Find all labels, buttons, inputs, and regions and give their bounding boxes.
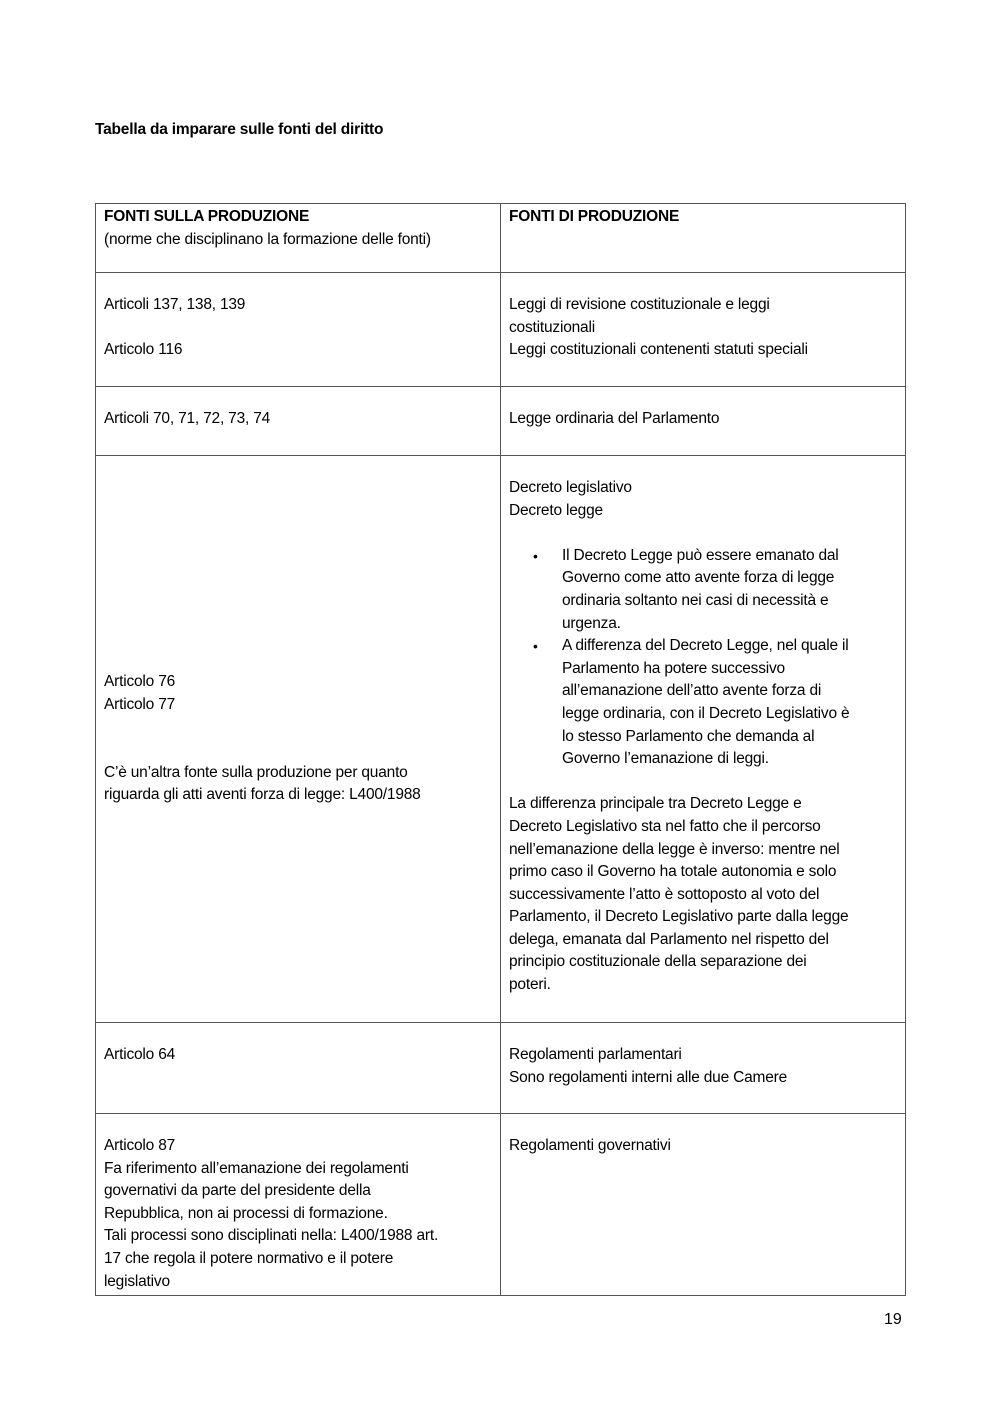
cell-text: legge ordinaria, con il Decreto Legislativo è [562, 704, 850, 722]
row-cell-left [96, 1023, 501, 1114]
cell-text: Decreto legge [509, 501, 603, 519]
sources-table [95, 203, 906, 1296]
cell-text: Governo l’emanazione di leggi. [562, 750, 769, 768]
row-cell-left [96, 1114, 501, 1296]
page-number: 19 [884, 1311, 902, 1328]
cell-text: Decreto legislativo [509, 479, 632, 496]
table-row [96, 273, 906, 387]
cell-text: Articoli 137, 138, 139 [104, 296, 246, 313]
cell-text: C’è un’altra fonte sulla produzione per quanto [104, 763, 408, 781]
cell-text: Parlamento, il Decreto Legislativo parte dalla legge [509, 908, 849, 926]
cell-text: Legge ordinaria del Parlamento [509, 410, 720, 427]
cell-text: Governo come atto avente forza di legge [562, 569, 835, 587]
header-right-title: FONTI DI PRODUZIONE [509, 208, 680, 225]
table-header-row [96, 204, 906, 273]
cell-text: Il Decreto Legge può essere emanato dal [562, 546, 839, 564]
cell-text: delega, emanata dal Parlamento nel rispetto del [509, 930, 829, 948]
cell-text: A differenza del Decreto Legge, nel quale il [562, 637, 849, 655]
cell-text: Parlamento ha potere successivo [562, 659, 785, 677]
cell-text: principio costituzionale della separazione dei [509, 953, 807, 971]
cell-text: poteri. [509, 976, 551, 994]
cell-text: Sono regolamenti interni alle due Camere [509, 1068, 788, 1086]
row-cell-right [501, 456, 906, 1023]
table-row [96, 387, 906, 456]
row-cell-left [96, 456, 501, 1023]
cell-text: Articoli 70, 71, 72, 73, 74 [104, 410, 271, 427]
cell-text: successivamente l’atto è sottoposto al voto del [509, 885, 820, 903]
cell-text: Articolo 64 [104, 1046, 176, 1063]
cell-text: Tali processi sono disciplinati nella: L400/1988 art. [104, 1227, 439, 1245]
cell-text: ordinaria soltanto nei casi di necessità e [562, 591, 829, 609]
list-item [533, 545, 897, 635]
header-cell-left [96, 204, 501, 273]
cell-text: Articolo 116 [104, 341, 183, 359]
cell-text: Fa riferimento all’emanazione dei regolamenti [104, 1159, 409, 1177]
cell-text: Leggi costituzionali contenenti statuti speciali [509, 341, 808, 359]
row-cell-right [501, 273, 906, 387]
bullet-icon: • [533, 638, 538, 655]
row-cell-right [501, 1114, 906, 1296]
list-item [533, 635, 897, 771]
cell-text: legislativo [104, 1272, 170, 1290]
row-cell-right [501, 387, 906, 456]
cell-text: Leggi di revisione costituzionale e leggi [509, 296, 770, 313]
cell-text: lo stesso Parlamento che demanda al [562, 727, 815, 745]
table-row [96, 456, 906, 1023]
row-cell-right [501, 1023, 906, 1114]
header-left-title: FONTI SULLA PRODUZIONE [104, 208, 310, 225]
cell-text: primo caso il Governo ha totale autonomia e solo [509, 863, 837, 881]
cell-text: riguarda gli atti aventi forza di legge: L400/1988 [104, 786, 421, 804]
cell-text: governativi da parte del presidente della [104, 1182, 371, 1200]
cell-text: La differenza principale tra Decreto Legge e [509, 795, 802, 813]
cell-text: nell’emanazione della legge è inverso: mentre nel [509, 840, 840, 858]
bullet-icon: • [533, 547, 538, 564]
cell-text: Regolamenti governativi [509, 1137, 671, 1154]
cell-text: Articolo 77 [104, 695, 176, 713]
cell-text: urgenza. [562, 614, 621, 632]
cell-text: Articolo 87 [104, 1137, 176, 1154]
row-cell-left [96, 273, 501, 387]
cell-text: all’emanazione dell’atto avente forza di [562, 682, 822, 700]
cell-text: Repubblica, non ai processi di formazione. [104, 1204, 388, 1222]
table-row [96, 1114, 906, 1296]
page-title: Tabella da imparare sulle fonti del diritto [95, 121, 384, 138]
table-row [96, 1023, 906, 1114]
row-cell-left [96, 387, 501, 456]
cell-text: Decreto Legislativo sta nel fatto che il percorso [509, 817, 821, 835]
cell-text: Articolo 76 [104, 673, 176, 691]
header-cell-right [501, 204, 906, 273]
cell-text: costituzionali [509, 318, 595, 336]
header-left-subtitle: (norme che disciplinano la formazione delle fonti) [104, 230, 431, 248]
cell-text: 17 che regola il potere normativo e il potere [104, 1249, 394, 1267]
bullet-list [509, 545, 897, 771]
cell-text: Regolamenti parlamentari [509, 1046, 682, 1063]
